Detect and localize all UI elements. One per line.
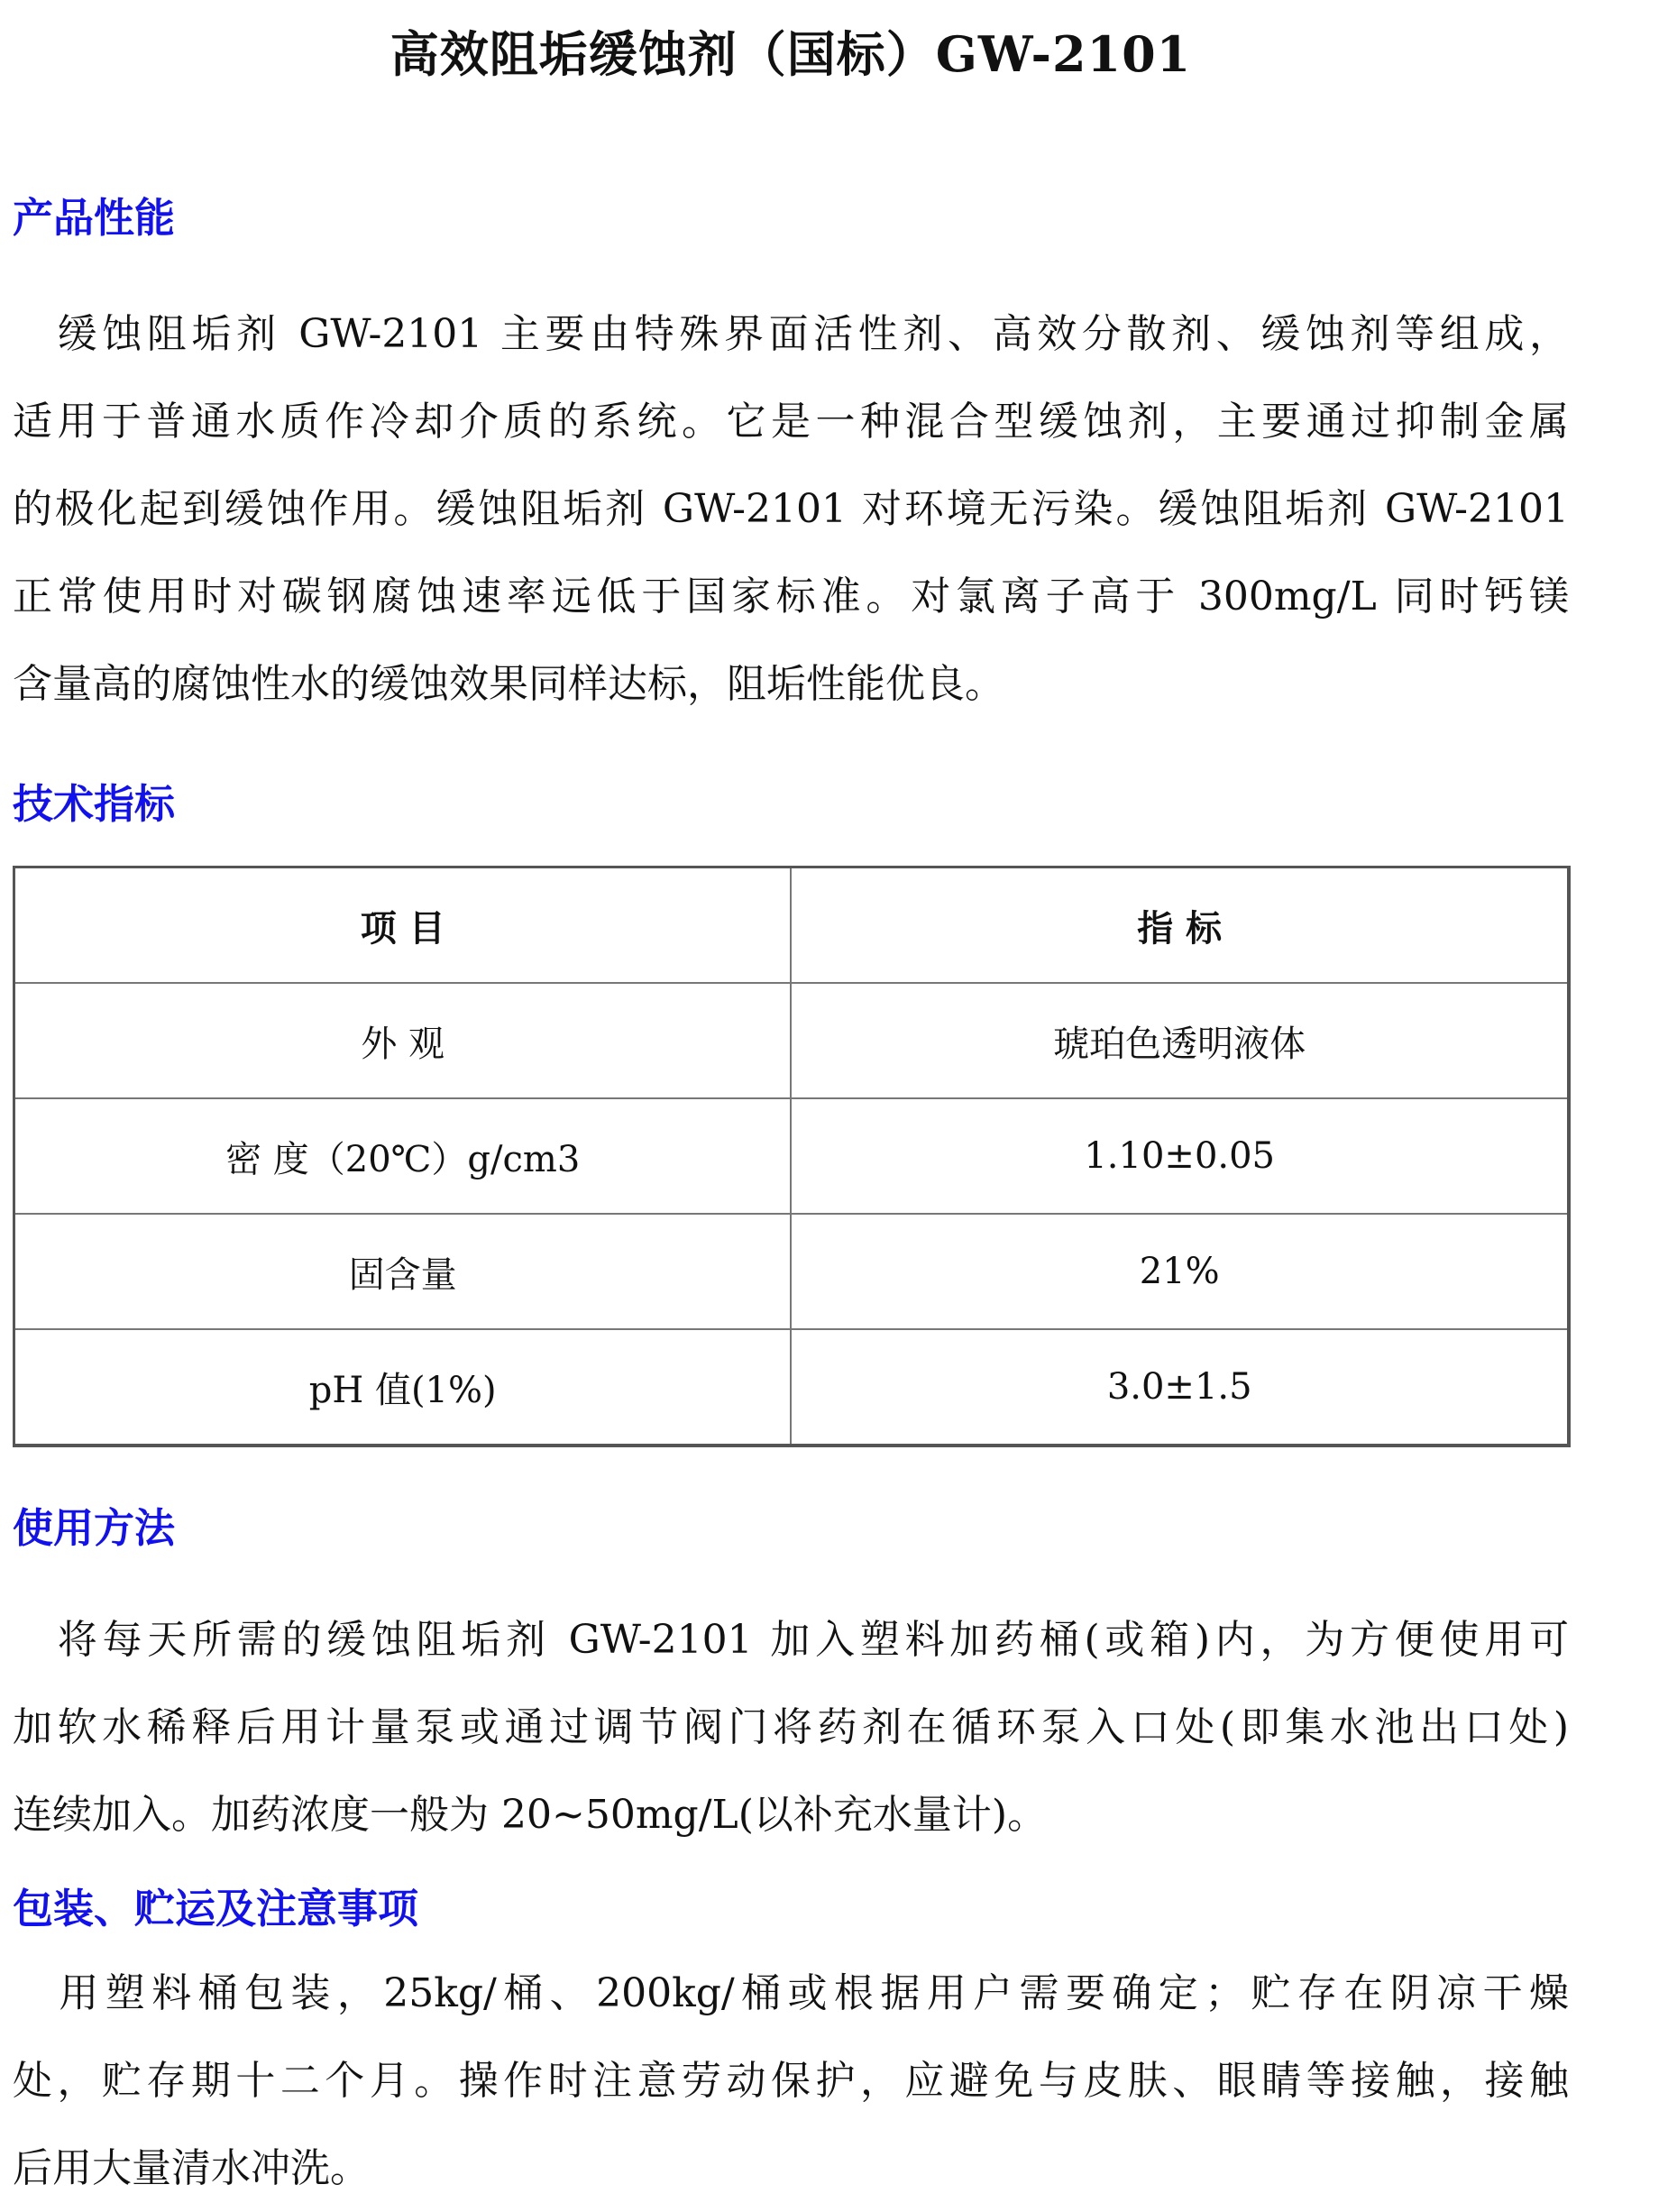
text-line: 将每天所需的缓蚀阻垢剂 GW-2101 加入塑料加药桶(或箱)内，为方便使用可 [13, 1617, 1569, 1663]
spec-table [13, 866, 1571, 1447]
cell-item: 密 度（20℃）g/cm3 [14, 1098, 792, 1214]
text-line: 连续加入。加药浓度一般为 20~50mg/L(以补充水量计)。 [13, 1792, 1048, 1838]
text-line: 处，贮存期十二个月。操作时注意劳动保护，应避免与皮肤、眼睛等接触，接触 [13, 2058, 1569, 2104]
text-line: 含量高的腐蚀性水的缓蚀效果同样达标，阻垢性能优良。 [13, 661, 1004, 707]
cell-value: 3.0±1.5 [791, 1329, 1569, 1446]
cell-item: pH 值(1%) [14, 1329, 792, 1446]
column-header-item: 项 目 [14, 867, 792, 984]
table-row [14, 983, 1570, 1098]
text-line: 正常使用时对碳钢腐蚀速率远低于国家标准。对氯离子高于 300mg/L 同时钙镁 [13, 574, 1569, 620]
text-line: 用塑料桶包装，25kg/桶、200kg/桶或根据用户需要确定；贮存在阴凉干燥 [13, 1970, 1569, 2016]
heading-specs: 技术指标 [13, 780, 176, 828]
text-line: 后用大量清水冲洗。 [13, 2145, 370, 2191]
text-line: 加软水稀释后用计量泵或通过调节阀门将药剂在循环泵入口处(即集水池出口处) [13, 1704, 1569, 1750]
heading-packaging: 包装、贮运及注意事项 [13, 1885, 419, 1932]
document-title: 高效阻垢缓蚀剂（国标）GW-2101 [390, 25, 1192, 83]
paragraph-usage [13, 1596, 1569, 1859]
heading-performance: 产品性能 [13, 194, 176, 242]
table-header-row [14, 867, 1570, 984]
paragraph-packaging [13, 1950, 1569, 2212]
heading-usage: 使用方法 [13, 1504, 176, 1552]
text-line: 的极化起到缓蚀作用。缓蚀阻垢剂 GW-2101 对环境无污染。缓蚀阻垢剂 GW-2101 [13, 486, 1569, 532]
table-row [14, 1214, 1570, 1329]
table-row [14, 1098, 1570, 1214]
column-header-value: 指 标 [791, 867, 1569, 984]
cell-item: 外 观 [14, 983, 792, 1098]
cell-value: 琥珀色透明液体 [791, 983, 1569, 1098]
cell-value: 1.10±0.05 [791, 1098, 1569, 1214]
paragraph-performance [13, 290, 1569, 728]
cell-value: 21% [791, 1214, 1569, 1329]
table-row [14, 1329, 1570, 1446]
text-line: 适用于普通水质作冷却介质的系统。它是一种混合型缓蚀剂，主要通过抑制金属 [13, 399, 1569, 445]
text-line: 缓蚀阻垢剂 GW-2101 主要由特殊界面活性剂、高效分散剂、缓蚀剂等组成， [13, 311, 1569, 357]
cell-item: 固含量 [14, 1214, 792, 1329]
